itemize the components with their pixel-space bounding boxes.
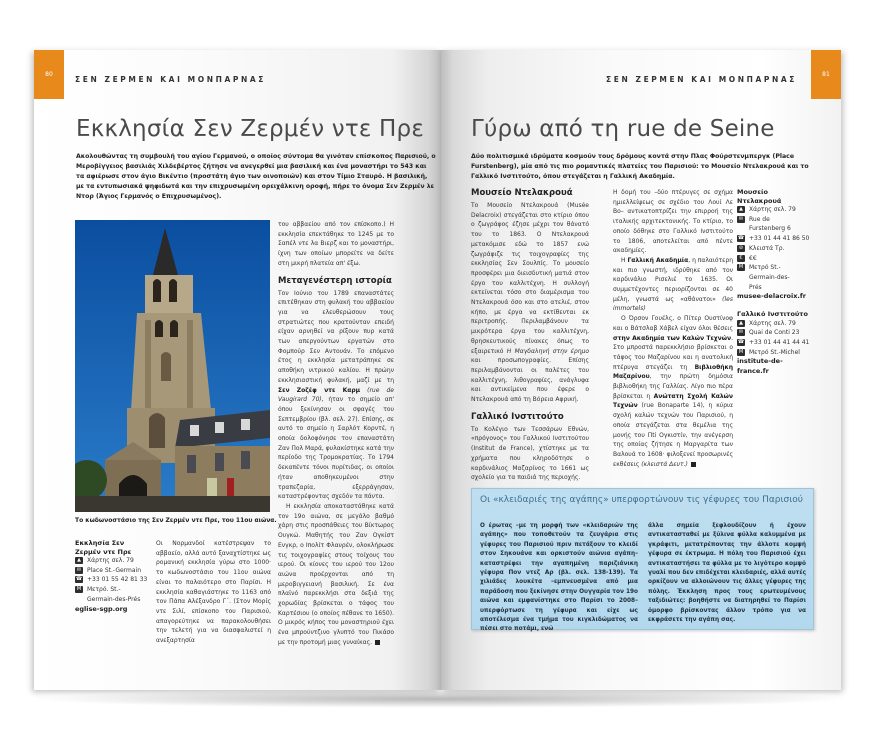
italic-run: (les immortels) [613,295,733,313]
paragraph [613,256,733,314]
text-run: , ήταν το σημείο απ' όπου ξεκίνησαν οι σφαγές του Σεπτεμβρίου (βλ. σελ. 27). Επίσης, σε αυτό το σημείο η Σαρλότ Κορντέ, η οποία δολοφόνησε τον επαναστάτη Ζαν Πολ Μαρά, φυλακίστηκε κατά την περίοδο της Τρομοκρατίας. Το 1794 δεκαπέντε τόνοι πυρίτιδας, οι οποίοι ήταν αποθηκευμένοι στην τραπεζαρία, εξερράγησαν, καταστρέφοντας σχεδόν τα πάντα. [278,396,395,501]
map-icon: ▲ [75,557,83,564]
info-price-text: €€ [749,254,757,262]
info-address-text: Rue de Furstenberg 6 [749,215,791,233]
paragraph [471,201,589,405]
info-map-text: Χάρτης σελ. 79 [749,206,796,213]
info-box-delacroix [737,188,813,377]
column-right-1 [471,188,589,483]
church-photo [75,220,270,512]
text-run: , η παλαιότερη και πιο γνωστή, ιδρύθηκε από τον καρδινάλιο Ρισελιέ το 1635. Οι συμμετέχοντες περιορίζονται σε 40 μέλη, γνωστά ως «αθάνατοι» [613,256,734,303]
info-row-metro [737,263,813,292]
info-row-map [737,319,813,329]
info-metro-text: Μετρό St.-Michel [749,348,800,356]
section-heading: Μεταγενέστερη ιστορία [278,275,392,286]
feature-title: Οι «κλειδαριές της αγάπης» υπερφορτώνουν τις γέφυρες του Παρισιού [480,495,803,505]
feature-column-2: άλλα σημεία ξεφλουδίζουν ή έχουν αντικατασταθεί με ξύλινα φύλλα καλυμμένα με γκράφιτι, μετατρέποντας την άλλοτε κομψή γέφυρα σε έκτρωμα. Η πόλη του Παρισιού έχει αντικαταστήσει τα φύλλα με το λιγότερο κομψό γυαλί που δεν επιδέχεται κλειδαριές, αλλά αυτές ορκίζουν να αλλοιώνουν τις άλλες γέφυρες της πόλης. Έκκληση προς τους ερωτευμένους ταξιδιώτες: βοηθήστε να διατηρηθεί το Παρίσι όμορφο βρίσκοντας άλλον τρόπο για να εκφράσετε την αγάπη σας. [648,523,806,624]
section-heading: Γαλλικό Ινστιτούτο [471,411,564,422]
info-row-map [75,556,151,566]
column-left-right [278,220,394,648]
page-number-right: 81 [811,50,841,99]
text-run: , την πρώτη δημόσια βιβλιοθήκη της Γαλλίας. Λίγο πιο πέρα βρίσκεται η [613,373,733,400]
info-address-text: Place St.-Germain [87,566,142,574]
feature-box-love-locks [471,488,814,633]
metro-icon: M [76,586,82,593]
left-page [34,50,441,690]
feature-column-1: Ο έρωτας –με τη μορφή των «κλειδαριών της αγάπης» που τοποθετούν τα ζευγάρια στις γέφυρες του Παρισιού πριν πετάξουν το κλειδί στον Σηκουάνα και ορκιστούν αιώνια αγάπη– καταστρέφει την αγαπημένη παριζιάνικη γέφυρα Πον ντεζ Αρ (βλ. σελ. 138-139). Τα χιλιάδες λουκέτα –εμπνευσμένα από μια παράδοση που ξεκίνησε στην Ουγγαρία τον 19ο αιώνα και εμφανίστηκε στο Παρίσι το 2008– υπερφόρτωσε τη γέφυρα και είχε ως αποτέλεσμα ένα τμήμα του κιγκλιδώματος να πέσει στο ποτάμι, ενώ [480,523,638,633]
text-run: και προσωπογραφίες. Επίσης περιλαμβάνονται οι παλέτες του καλλιτέχνη, λιθογραφίες, ανάγλυφα και αντικείμενα που έφερε ο Ντελακρουά από τη Βόρεια Αφρική. [471,357,589,404]
metro-icon: M [738,348,744,355]
website-link[interactable]: eglise-sgp.org [75,604,128,613]
info-map-text: Χάρτης σελ. 79 [87,557,134,564]
info-title: Μουσείο Ντελακρουά [737,188,782,205]
paragraph: Οι Νορμανδοί κατέστρεψαν το αββαείο, αλλά αυτό ξαναχτίστηκε ως ρομανική εκκλησία γύρω στο 1000· το κωδωνοστάσιο του 11ου αιώνα είναι το παλαιότερο στο Παρίσι. Η εκκλησία καθαγιάστηκε το 1163 από τον Πάπα Αλέξανδρο Γ΄. (Στον Μορίς ντε Σιλί, επίσκοπο του Παρισιού, απαγορεύτηκε να παρακολουθήσει την τελετή για να διασφαλιστεί η ανεξαρτησία [156,540,271,645]
book-shadow [30,690,850,708]
bold-run: Σεν Ζοζέφ ντε Καρμ [278,386,361,394]
italic-run: (rue de Vaugirard 70) [278,386,394,404]
text-run: Τον Ιούνιο του 1789 επαναστάτες επιτέθηκαν στη φυλακή του αββαείου για να ελευθερώσουν τους στρατιώτες που κρατούνταν επειδή είχαν αρνηθεί να ρίξουν πυρ κατά των απεργούντων εργατών στο Φομπούρ Σεν Αντουάν. Το επόμενο έτος η εκκλησία μετατράπηκε σε αποθήκη νιτρικού καλίου. Η πρώην εκκλησιαστική φυλακή, μαζί με τη [278,289,394,384]
text-run: (rue Bonaparte 14), η κύρια σχολή καλών τεχνών του Παρισιού, η οποία στεγάζεται στα θεμέλια της μονής του Πti Ογκιστίν, την ανέγερση της οποίας ζήτησε η Μαργαρίτα των Βαλουά το 1608· φιλοξενεί προσωρινές εκθέσεις [613,402,733,468]
website-link[interactable]: institute-de-france.fr [737,357,783,376]
page-number-left: 80 [34,50,64,99]
info-row-metro [75,585,151,604]
text-run: Το Μουσείο Ντελακρουά (Musée Delacroix) στεγάζεται στο κτίριο όπου ο ζωγράφος έζησε μέχρι τον θάνατό του το 1863. Ο Ντελακρουά μετακόμισε εδώ το 1857 ενώ ζωγράφιζε τις τοιχογραφίες της εκκλησίας Σεν Σουλπίς. Το μουσείο προσφέρει μια διεισδυτική ματιά στον έργο του καλλιτέχνη. Η συλλογή εκτείνεται τόσο στο διαμέρισμα του Ντελακρουά όσο και στο ατελιέ, στον κήπο, με έργα να εκτίθενται εκ περιτροπής. Περιλαμβάνουν τα μικρότερα έργα του καλλιτέχνη, θρησκευτικούς πίνακες όπως το εξαιρετικό [471,202,589,355]
info-phone-text: +33 01 44 41 86 50 [749,235,810,243]
info-row-map [737,205,813,215]
text-run: Η [621,256,628,264]
paragraph: του αββαείου από τον επίσκοπο.) Η εκκλησία επεκτάθηκε το 1245 με το Σαπέλ ντε λα Βιερζ και το μοναστήρι, ίχνη των οποίων μπορείτε να δείτε στη μικρή πλατεία απ' έξω. [278,221,394,267]
text-run: Η εκκλησία αποκαταστάθηκε κατά τον 19ο αιώνα, σε μεγάλο βαθμό χάρη στις προσπάθειες του Βίκτωρος Ουγκώ. Μαθητής του Ζαν Ογκίστ Ενγκρ, ο Ιπολίτ Φλανρέν, ολοκλήρωσε τις τοιχογραφίες στους τοίχους του ιερού. Οι κίονες του ιερού του 12ου αιώνα προέρχονται από τη μεροβιγγειανή βασιλική. Σε ένα πλαϊνό παρεκκλήσι στα δεξιά της χορωδίας βρίσκεται ο τάφος του Καρτέσιου (ο οποίος πέθανε το 1650). Ο μικρός κήπος του μοναστηριού έχει ένα μπρούντζινο γλυπτό του Πικάσο με την προτομή μιας γυναίκας. [278,502,394,646]
column-left-bottom [156,539,271,646]
info-row-price [737,254,813,264]
page-title-right: Γύρω από τη rue de Seine [471,116,775,142]
info-closed-text: Κλειστά Τρ. [749,244,785,252]
bell-tower-illustration [75,220,270,512]
phone-icon: ☎ [737,338,745,345]
paragraph [278,502,394,648]
text-run: Ο Όρσον Γουέλς, ο Πίτερ Ουστίνοφ και ο Βάτσλαβ Χάβελ είχαν όλοι θέσεις [613,315,733,332]
info-row-phone [75,575,151,585]
info-title: Γαλλικό Ινστιτούτο [737,310,808,319]
italic-run: (κλειστά Δευτ.) [641,460,688,468]
info-row-phone [737,234,813,244]
info-title: Εκκλησία Σεν Ζερμέν ντε Πρε [75,539,132,556]
address-icon: ✉ [76,566,82,573]
info-row-metro [737,348,813,358]
map-icon: ▲ [737,206,745,213]
column-right-2 [613,188,733,469]
section-heading: Μουσείο Ντελακρουά [471,188,573,198]
paragraph [278,289,394,502]
info-metro-text: Μετρό. St.-Germain-des-Prés [87,586,141,603]
info-row-address [737,215,813,234]
info-map-text: Χάρτης σελ. 79 [749,319,796,327]
page-title-left: Εκκλησία Σεν Ζερμέν ντε Πρε [76,116,424,142]
bold-run: Ανώτατη Σχολή Καλών Τεχνών [613,392,733,410]
info-phone-text: +33 01 55 42 81 33 [87,576,148,584]
italic-run: Η Μαγδαληνή στην έρημο [506,347,589,355]
phone-icon: ☎ [75,576,83,583]
bold-run: Βιβλιοθήκη Μαζαρίνου [613,363,733,381]
photo-caption: Το κωδωνοστάσιο της Σεν Ζερμέν ντε Πρε, του 11ου αιώνα. [75,517,277,524]
intro-left: Ακολουθώντας τη συμβουλή του αγίου Γερμανού, ο οποίος σύντομα θα γινόταν επίσκοπος Παρισιού, ο Μεροβίγγειος βασιλιάς Χιλδεβέρτος ζήτησε να ανεγερθεί μια βασιλική και ένα μοναστήρι το 543 και τα αφιέρωσε στον άγιο Βικέντιο (προστάτη άγιο των οινοποιών) και στον Τίμιο Σταυρό. Η βασιλική, με τα εντυπωσιακά ψηφιδωτά και την επιχρυσωμένη ορειχάλκινη οροφή, πήρε το όνομα Σεν Ζερμέν λε Ντορ (Άγιος Γερμανός ο Επιχρυσωμένος). [76,153,436,200]
closed-icon: ⊘ [738,244,744,251]
bold-run: στην Ακαδημία των Καλών Τεχνών [613,334,732,342]
phone-icon: ☎ [737,235,745,242]
price-icon: € [737,255,745,262]
info-row-closed [737,244,813,254]
running-head-left: ΣΕΝ ΖΕΡΜΕΝ ΚΑΙ ΜΟΝΠΑΡΝΑΣ [75,75,266,84]
end-mark-icon [691,462,696,467]
intro-right: Δύο πολιτισμικά ιδρύματα κοσμούν τους δρόμους κοντά στην Πλας Φούρστενμπεργκ (Place Furstenberg), μία από τις πιο ρομαντικές πλατείες του Παρισιού: το Μουσείο Ντελακρουά και το Γαλλικό Ινστιτούτο, όπου στεγάζεται η Γαλλική Ακαδημία. [471,153,809,180]
info-box-church [75,539,151,614]
metro-icon: M [738,264,744,271]
map-icon: ▲ [737,320,745,327]
right-page [441,50,841,690]
info-metro-text: Μετρό St.-Germain-des-Prés [749,264,790,291]
info-row-address [737,328,813,338]
end-mark-icon [375,640,380,645]
paragraph: Η δομή του –δύο πτέρυγες σε σχήμα ημιελλείψεως σε σχέδιο του Λουί Λε Βο– αντικατοπτρίζει την επιρροή της ιταλικής αρχιτεκτονικής. Το κτίριο, το οποίο δόθηκε στο Γαλλικό Ινστιτούτο το 1806, αποτελείται από πέντε ακαδημίες. [613,189,733,255]
paragraph [613,314,733,469]
running-head-right: ΣΕΝ ΖΕΡΜΕΝ ΚΑΙ ΜΟΝΠΑΡΝΑΣ [606,75,797,84]
info-row-phone [737,338,813,348]
info-phone-text: +33 01 44 41 44 41 [749,338,810,346]
bold-run: Γαλλική Ακαδημία [627,256,689,264]
info-address-text: Quai de Conti 23 [749,329,800,337]
address-icon: ✉ [738,329,744,336]
text-run: . Στο μπροστά παρεκκλήσιο βρίσκεται ο τάφος του Μαζαρίνου και η ανατολική πτέρυγα στεγάζει τη [613,334,733,371]
website-link[interactable]: musee-delacroix.fr [737,292,806,301]
address-icon: ✉ [738,215,744,222]
paragraph: Το Κολέγιο των Τεσσάρων Εθνών, «πρόγονος» του Γαλλικού Ινστιτούτου (Institut de France), χτίστηκε με τα χρήματα που κληροδότησε ο καρδινάλιος Μαζαρίνος το 1661 ως σχολείο για τα παιδιά της περιοχής. [471,425,589,482]
info-row-address [75,566,151,576]
